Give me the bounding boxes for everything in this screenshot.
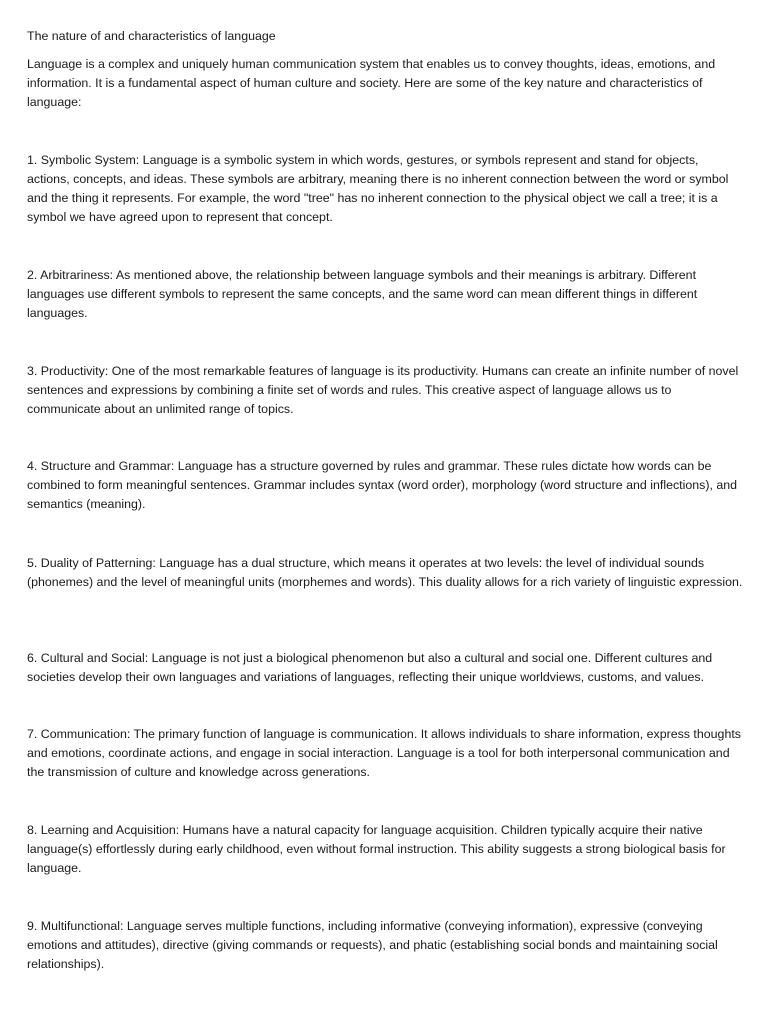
characteristic-symbolic-system: 1. Symbolic System: Language is a symbolic system in which words, gestures, or symbols represent and stand for objects, actions, concepts, and ideas. These symbols are arbitrary, meaning there is no inherent connection between the word or symbol and the thing it represents. For example, the word "tree" has no inherent connection to the physical object we call a tree; it is a symbol we have agreed upon to represent that concept. [27,153,729,225]
characteristic-arbitrariness: 2. Arbitrariness: As mentioned above, the relationship between language symbols and their meanings is arbitrary. Different languages use different symbols to represent the same concepts, and the same word can mean different things in different languages. [27,268,698,321]
characteristic-multifunctional: 9. Multifunctional: Language serves multiple functions, including informative (conveying information), expressive (conveying emotions and attitudes), directive (giving commands or requests), and phatic (establishing social bonds and maintaining social relationships). [27,919,718,972]
intro-paragraph: Language is a complex and uniquely human communication system that enables us to convey thoughts, ideas, emotions, and information. It is a fundamental aspect of human culture and society. Here are some of the key nature and characteristics of language: [27,57,716,110]
characteristic-duality-of-patterning: 5. Duality of Patterning: Language has a dual structure, which means it operates at two levels: the level of individual sounds (phonemes) and the level of meaningful units (morphemes and words). This duality allows for a rich variety of linguistic expression. [27,556,743,590]
characteristic-communication: 7. Communication: The primary function of language is communication. It allows individuals to share information, express thoughts and emotions, coordinate actions, and engage in social interaction. Language is a tool for both interpersonal communication and the transmission of culture and knowledge across generations. [27,727,741,780]
characteristic-cultural-social: 6. Cultural and Social: Language is not just a biological phenomenon but also a cultural and social one. Different cultures and societies develop their own languages and variations of languages, reflecting their unique worldviews, customs, and values. [27,651,713,685]
characteristic-productivity: 3. Productivity: One of the most remarkable features of language is its productivity. Humans can create an infinite number of novel sentences and expressions by combining a finite set of words and rules. This creative aspect of language allows us to communicate about an unlimited range of topics. [27,364,739,417]
characteristic-structure-grammar: 4. Structure and Grammar: Language has a structure governed by rules and grammar. These rules dictate how words can be combined to form meaningful sentences. Grammar includes syntax (word order), morphology (word structure and inflections), and semantics (meaning). [27,459,738,512]
characteristic-learning-acquisition: 8. Learning and Acquisition: Humans have a natural capacity for language acquisition. Children typically acquire their native language(s) effortlessly during early childhood, even without formal instruction. This ability suggests a strong biological basis for language. [27,823,726,876]
document-title: The nature of and characteristics of language [27,29,276,43]
